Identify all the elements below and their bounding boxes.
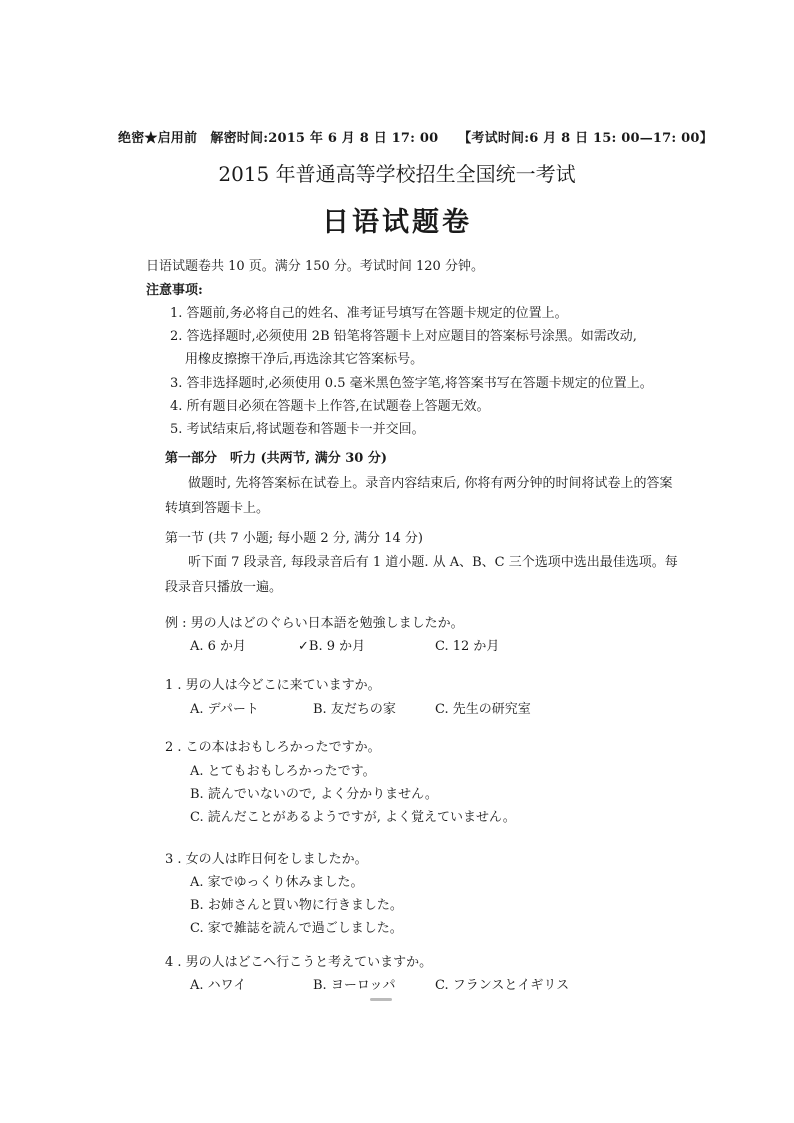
example-question: 例 : 男の人はどのぐらい日本語を勉強しましたか。	[165, 616, 464, 631]
paper-title: 日语试题卷	[322, 207, 472, 238]
question-4: 4 . 男の人はどこへ行こうと考えていますか。	[165, 955, 433, 970]
section1-heading: 第一节 (共 7 小题; 每小题 2 分, 满分 14 分)	[165, 531, 423, 546]
question-2: 2 . この本はおもしろかったですか。	[165, 740, 381, 755]
question-2-option-a: A. とてもおもしろかったです。	[190, 764, 376, 779]
confidential-header: 绝密★启用前 解密时间:2015 年 6 月 8 日 17: 00 【考试时间:6 月 8 日 15: 00—17: 00】	[118, 131, 713, 146]
question-1-option-c: C. 先生の研究室	[435, 702, 531, 717]
note-item: 4. 所有题目必须在答题卡上作答,在试题卷上答题无效。	[170, 399, 490, 414]
question-2-option-c: C. 読んだことがあるようですが, よく覚えていません。	[190, 810, 516, 825]
page-number-smudge	[370, 998, 392, 1001]
note-item: 2. 答选择题时,必须使用 2B 铅笔将答题卡上对应题目的答案标号涂黑。如需改动,	[170, 329, 637, 344]
question-3-option-b: B. お姉さんと買い物に行きました。	[190, 898, 403, 913]
example-option-b-checked: ✓B. 9 か月	[298, 639, 366, 654]
part1-description-continued: 转填到答题卡上。	[165, 501, 270, 516]
section1-description-continued: 段录音只播放一遍。	[165, 580, 283, 595]
note-item: 3. 答非选择题时,必须使用 0.5 毫米黑色签字笔,将答案书写在答题卡规定的位置上。	[170, 376, 653, 391]
question-3-option-a: A. 家でゆっくり休みました。	[190, 875, 364, 890]
intro-text: 日语试题卷共 10 页。满分 150 分。考试时间 120 分钟。	[146, 259, 484, 274]
section1-description: 听下面 7 段录音, 每段录音后有 1 道小题. 从 A、B、C 三个选项中选出最佳选项。每	[188, 555, 678, 570]
note-item: 1. 答题前,务必将自己的姓名、准考证号填写在答题卡规定的位置上。	[170, 306, 568, 321]
question-3-option-c: C. 家で雑誌を読んで過ごしました。	[190, 921, 403, 936]
question-4-option-a: A. ハワイ	[190, 978, 247, 993]
question-1-option-a: A. デパート	[190, 702, 259, 717]
part1-description: 做题时, 先将答案标在试卷上。录音内容结束后, 你将有两分钟的时间将试卷上的答案	[188, 476, 673, 491]
exam-title: 2015 年普通高等学校招生全国统一考试	[218, 162, 576, 186]
question-4-option-b: B. ヨーロッパ	[313, 978, 396, 993]
question-1-option-b: B. 友だちの家	[313, 702, 396, 717]
example-option-a: A. 6 か月	[190, 639, 247, 654]
part1-heading: 第一部分 听力 (共两节, 满分 30 分)	[165, 451, 388, 466]
example-option-c: C. 12 か月	[435, 639, 500, 654]
notes-heading: 注意事项:	[146, 283, 203, 298]
question-3: 3 . 女の人は昨日何をしましたか。	[165, 852, 368, 867]
question-1: 1 . 男の人は今どこに来ていますか。	[165, 678, 381, 693]
question-4-option-c: C. フランスとイギリス	[435, 978, 570, 993]
note-item-continued: 用橡皮擦擦干净后,再选涂其它答案标号。	[185, 352, 424, 367]
note-item: 5. 考试结束后,将试题卷和答题卡一并交回。	[170, 422, 425, 437]
question-2-option-b: B. 読んでいないので, よく分かりません。	[190, 787, 438, 802]
